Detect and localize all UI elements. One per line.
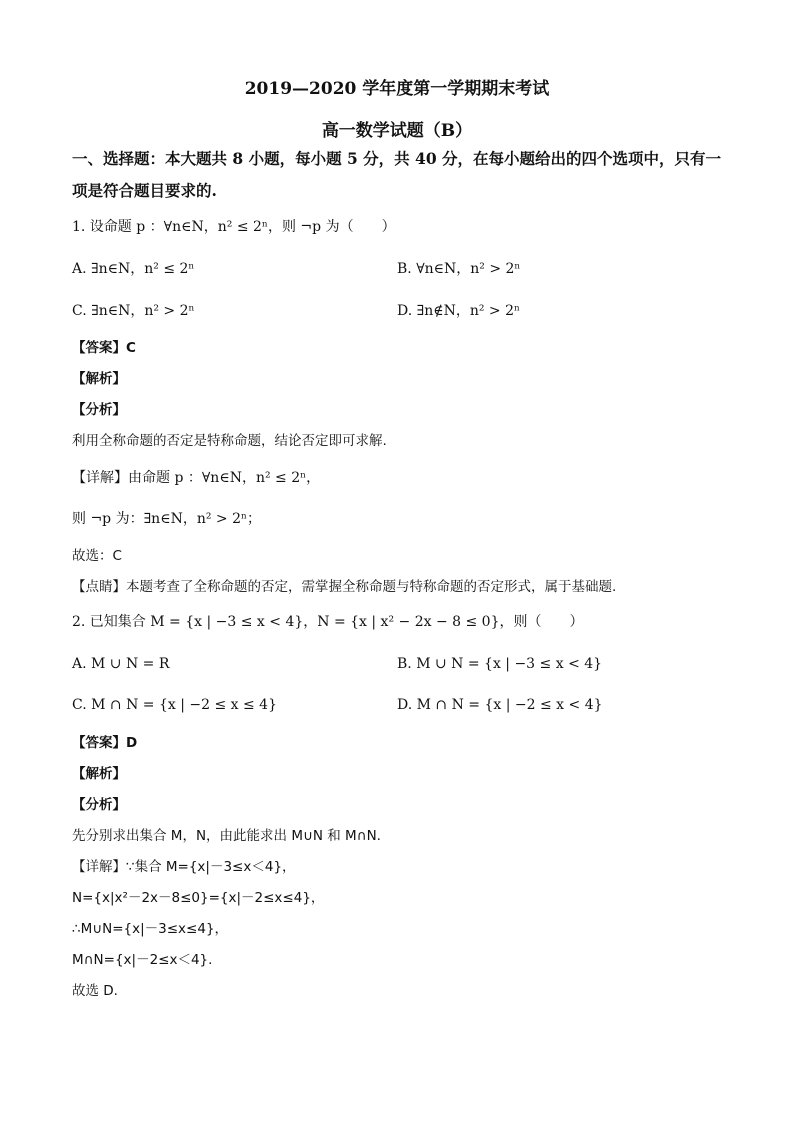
q1-option-a: A. ∃n∈N，n² ≤ 2ⁿ — [72, 261, 195, 277]
q2-answer: 【答案】D — [72, 735, 138, 751]
q1-option-b: B. ∀n∈N，n² > 2ⁿ — [397, 261, 521, 277]
page-title: 2019—2020 学年度第一学期期末考试 — [244, 79, 550, 99]
q1-jiexi-heading: 【解析】 — [72, 371, 126, 387]
q1-option-d: D. ∃n∉N，n² > 2ⁿ — [397, 303, 521, 319]
section-heading-line2: 项是符合题目要求的. — [72, 181, 217, 200]
q2-xiangjie-line2: N={x|x²－2x－8≤0}={x|－2≤x≤4}， — [72, 890, 325, 906]
section-heading-line1: 一、选择题：本大题共 8 小题，每小题 5 分，共 40 分，在每小题给出的四个选项中，只有一 — [72, 149, 722, 168]
q1-xiangjie-line1: 【详解】由命题 p ：∀n∈N，n² ≤ 2ⁿ， — [72, 470, 321, 486]
q2-xiangjie-line4: M∩N={x|－2≤x＜4}. — [72, 952, 213, 968]
q1-answer: 【答案】C — [72, 340, 136, 356]
q2-option-a: A. M ∪ N = R — [72, 656, 170, 672]
q2-option-b: B. M ∪ N = {x | −3 ≤ x < 4} — [397, 656, 603, 672]
q2-jiexi-heading: 【解析】 — [72, 766, 126, 782]
q2-fenxi-text: 先分别求出集合 M，N，由此能求出 M∪N 和 M∩N. — [72, 828, 381, 844]
q1-dianjing: 【点睛】本题考查了全称命题的否定，需掌握全称命题与特称命题的否定形式，属于基础题. — [72, 579, 617, 595]
q2-fenxi-heading: 【分析】 — [72, 797, 126, 813]
q2-stem: 2. 已知集合 M = {x | −3 ≤ x < 4}，N = {x | x² − 2x − 8 ≤ 0}，则（ ） — [72, 614, 584, 630]
q1-fenxi-heading: 【分析】 — [72, 402, 126, 418]
q2-xiangjie-line1: 【详解】∵集合 M={x|－3≤x＜4}， — [72, 859, 296, 875]
q2-conclusion: 故选 D. — [72, 983, 118, 999]
q1-fenxi-text: 利用全称命题的否定是特称命题，结论否定即可求解. — [72, 433, 387, 449]
q1-xiangjie-line2: 则 ¬p 为：∃n∈N，n² > 2ⁿ； — [72, 511, 262, 527]
q2-option-c: C. M ∩ N = {x | −2 ≤ x ≤ 4} — [72, 697, 277, 713]
q2-xiangjie-line3: ∴M∪N={x|－3≤x≤4}， — [72, 921, 229, 937]
q2-option-d: D. M ∩ N = {x | −2 ≤ x < 4} — [397, 697, 603, 713]
q1-stem: 1. 设命题 p ：∀n∈N，n² ≤ 2ⁿ，则 ¬p 为（ ） — [72, 219, 396, 235]
q1-conclusion: 故选：C — [72, 548, 122, 564]
page-subtitle: 高一数学试题（B） — [321, 121, 473, 141]
q1-option-c: C. ∃n∈N，n² > 2ⁿ — [72, 303, 195, 319]
